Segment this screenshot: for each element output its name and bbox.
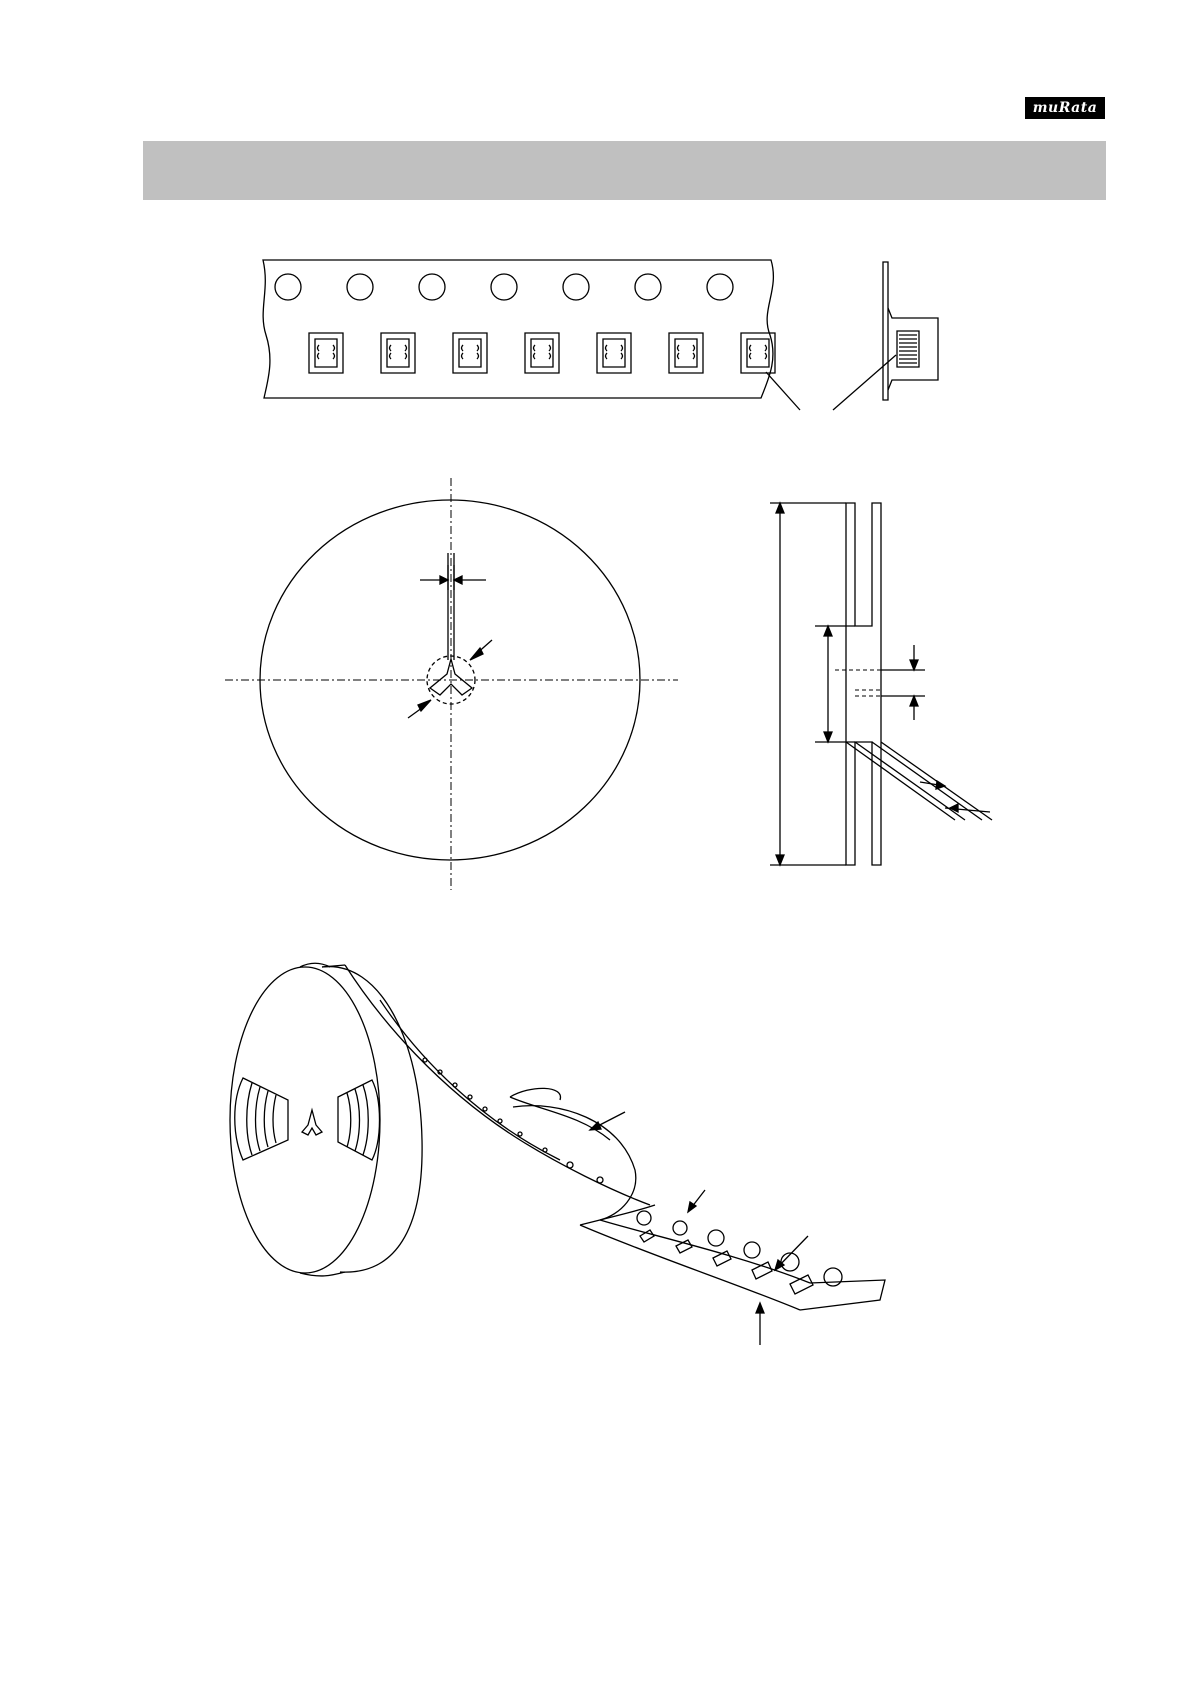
reel-window-right [338,1080,380,1160]
tape-perspective [345,965,885,1310]
reel-back-rim [322,967,422,1273]
reel-front-flange [230,967,380,1273]
reel-hub-perspective [302,1110,322,1135]
cover-tape [513,1106,636,1220]
perspective-leaders [590,1112,808,1345]
reel-window-left [235,1078,288,1160]
murata-logo: muRata [1025,97,1105,119]
